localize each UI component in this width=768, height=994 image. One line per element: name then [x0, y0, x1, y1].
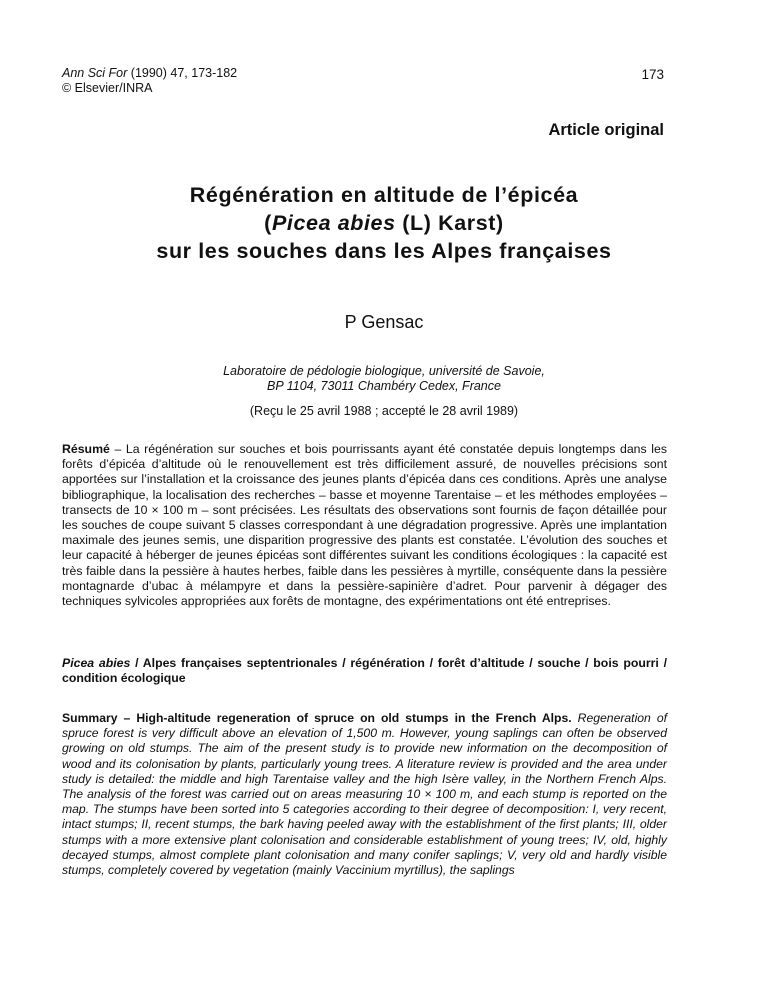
- resume-text: – La régénération sur souches et bois pourrissants ayant été constatée depuis longtemps dans les forêts d’épicéa d’altitude où le renouvellement est très difficilement assuré, de nouvelles précisions sont apportées sur l’installation et la croissance des jeunes plants d’épicéa dans ces conditions. Après une analyse bibliographique, la localisation des recherches – basse et moyenne Tarentaise – et les méthodes employées – transects de 10 × 100 m – sont précisées. Les résultats des observations sont fournis de façon détaillée pour les souches de coupe suivant 5 classes correspondant à une dégradation progressive. Après une implantation maximale des jeunes semis, une disparition progressive des plants est constatée. L’évolution des souches et leur capacité à héberger de jeunes épicéas sont différentes suivant les conditions écologiques : la capacité est très faible dans la pessière à hautes herbes, faible dans les pessières à myrtille, conséquente dans la pessière montagnarde d’ubac à mélampyre et dans la pessière-sapinière d’adret. Pour parvenir à dégager des techniques sylvicoles appropriées aux forêts de montagne, des expérimentations ont été entreprises.: [62, 442, 667, 609]
- summary-text: Regeneration of spruce forest is very difficult above an elevation of 1,500 m. However, young saplings can often be observed growing on old stumps. The aim of the present study is to provide new information on the decomposition of wood and its colonisation by plants, particularly young trees. A literature review is provided and the area under study is detailed: the middle and high Tarentaise valley and the high Isère valley, in the Northern French Alps. The analysis of the forest was carried out on areas measuring 10 × 100 m, and each stump is reported on the map. The stumps have been sorted into 5 categories according to their degree of decomposition: I, very recent, intact stumps; II, recent stumps, the bark having peeled away with the establishment of the first plants; III, older stumps with a more extensive plant colonisation and considerable establishment of young trees; IV, old, highly decayed stumps, almost complete plant colonisation and many conifer saplings; V, very old and hardly visible stumps, completely covered by vegetation (mainly Vaccinium myrtillus), the saplings: [62, 711, 667, 878]
- page-number: 173: [641, 67, 664, 82]
- title-paren: (: [264, 211, 272, 235]
- summary-label: Summary – High-altitude regeneration of spruce on old stumps in the French Alps.: [62, 711, 572, 725]
- article-type: Article original: [548, 121, 664, 139]
- title-line-2: [0, 209, 768, 237]
- journal-abbrev: Ann Sci For: [62, 66, 128, 80]
- affiliation: [0, 364, 768, 394]
- article-title: [0, 181, 768, 265]
- affiliation-line-1: Laboratoire de pédologie biologique, université de Savoie,: [223, 364, 545, 378]
- summary-abstract: [62, 711, 667, 878]
- received-dates: (Reçu le 25 avril 1988 ; accepté le 28 avril 1989): [249, 404, 519, 418]
- title-line-1: Régénération en altitude de l’épicéa: [189, 183, 579, 207]
- author: P Gensac: [344, 312, 424, 332]
- title-authority: (L) Karst): [395, 211, 504, 235]
- keywords-text: / Alpes françaises septentrionales / régénération / forêt d’altitude / souche / bois pourri / condition écologique: [62, 656, 667, 686]
- keywords-species: Picea abies: [62, 656, 131, 670]
- resume-abstract: [62, 442, 667, 609]
- title-line-3: sur les souches dans les Alpes françaises: [156, 239, 612, 263]
- citation-line: [62, 66, 237, 81]
- title-species: Picea abies: [271, 211, 396, 235]
- keywords: [62, 656, 667, 686]
- journal-reference: [62, 66, 237, 96]
- resume-label: Résumé: [62, 442, 110, 456]
- copyright: © Elsevier/INRA: [62, 81, 153, 95]
- citation-details: (1990) 47, 173-182: [127, 66, 238, 80]
- affiliation-line-2: BP 1104, 73011 Chambéry Cedex, France: [267, 379, 501, 393]
